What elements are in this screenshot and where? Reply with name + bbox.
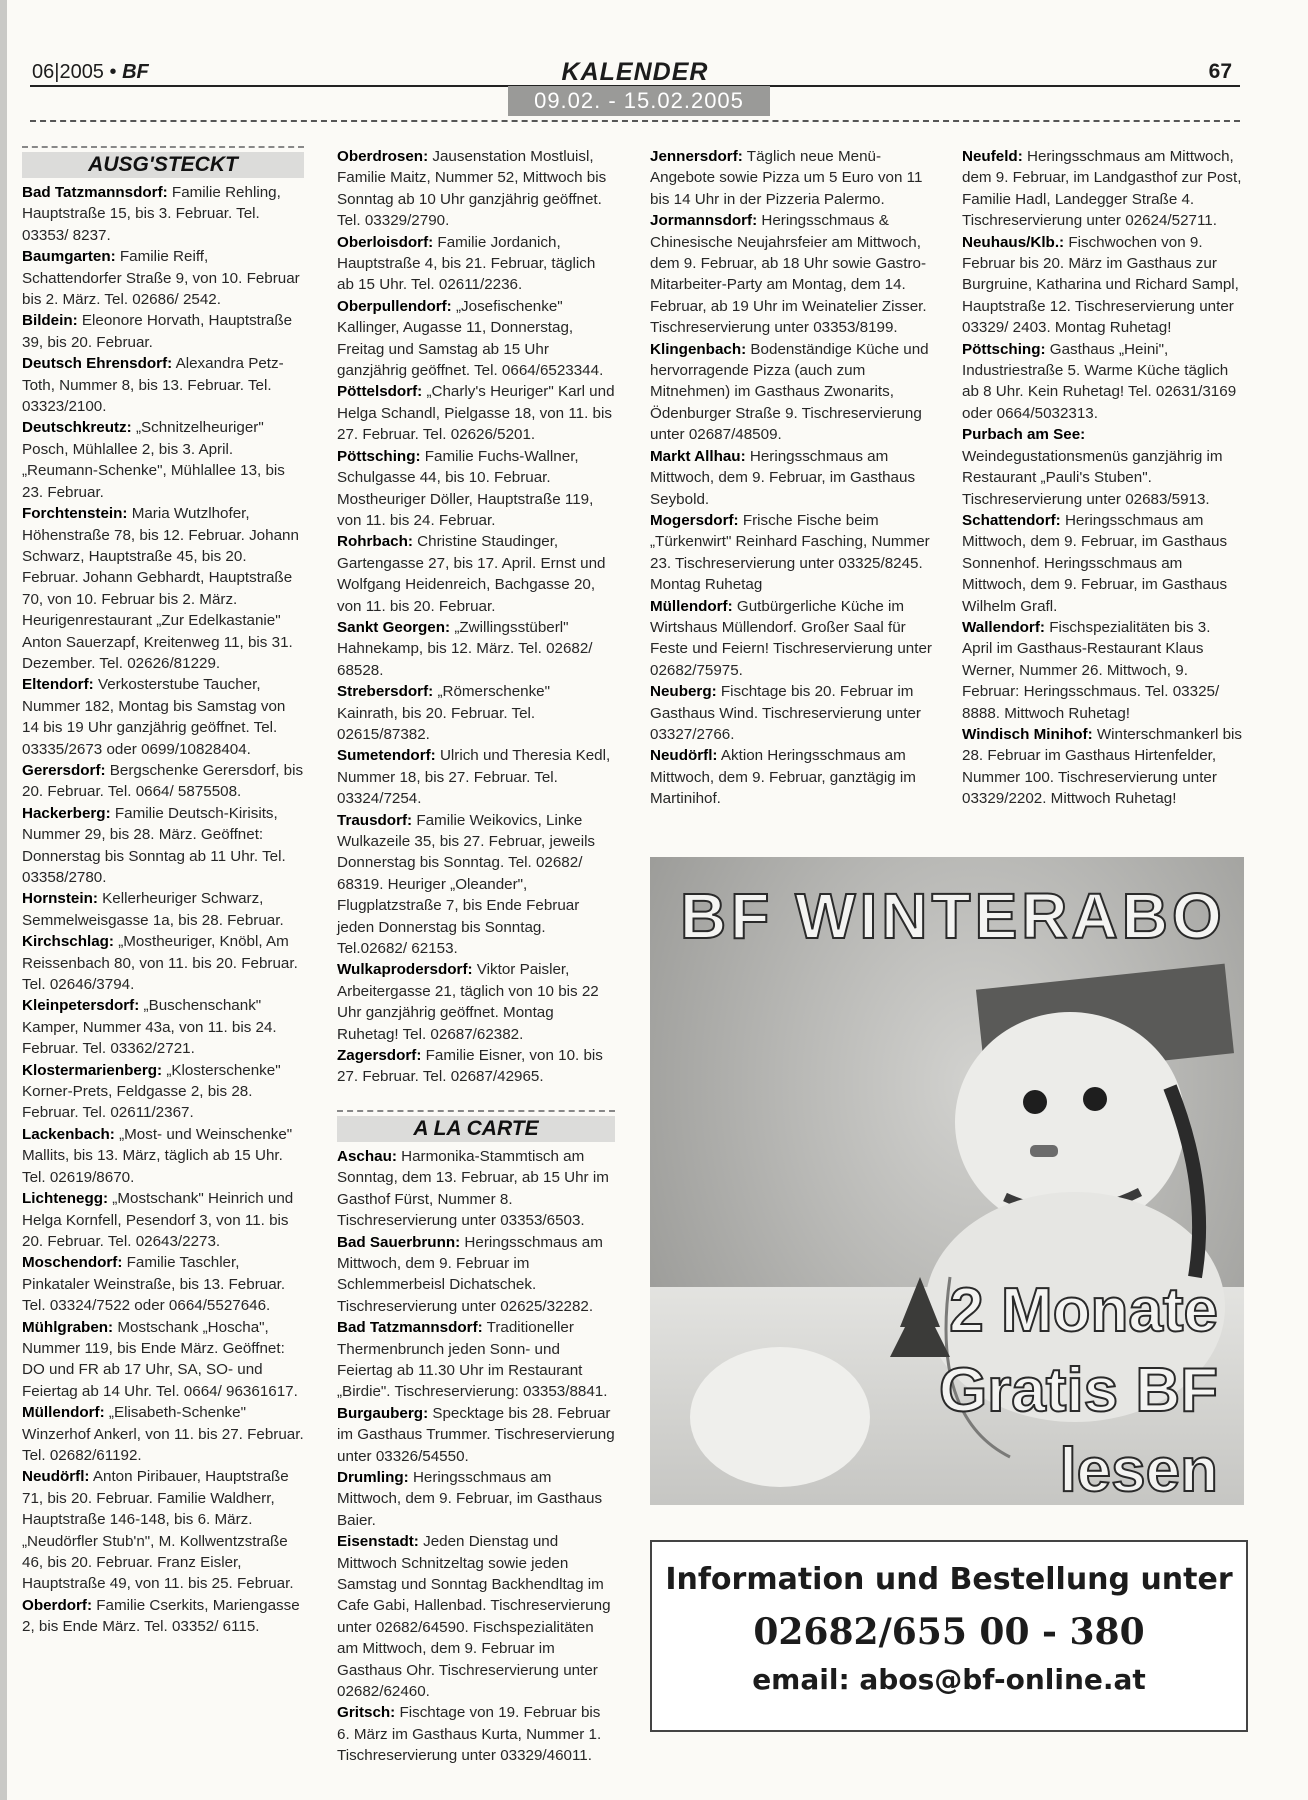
entry-text: Weindegustationsmenüs ganzjährig im Restaurant „Pauli's Stuben". Tischreservierung unter 02683/5913. bbox=[962, 447, 1223, 508]
entry-text: Jausenstation Mostluisl, Familie Maitz, Nummer 52, Mittwoch bis Sonntag ab 10 Uhr ganzjährig geöffnet. Tel. 03329/2790. bbox=[337, 148, 607, 230]
entry-text: Anton Piribauer, Hauptstraße 71, bis 20. Februar. Familie Waldherr, Hauptstraße 146-148, bis 6. März. „Neudörfler Stub'n", M. Kollwentzstraße 46, bis 20. Februar. Franz Eisler, Hauptstraße 49, von 11. bis 25. Februar. bbox=[22, 1468, 294, 1593]
entry-place: Wulkaprodersdorf: bbox=[337, 961, 473, 979]
entry-text: Christine Staudinger, Gartengasse 27, bis 17. April. Ernst und Wolfgang Heidenreich, Bachgasse 20, von 11. bis 20. Februar. bbox=[337, 533, 606, 615]
entry bbox=[650, 210, 932, 338]
entry-place: Jennersdorf: bbox=[650, 148, 743, 165]
entry bbox=[22, 760, 304, 803]
entry-text: „Most- und Weinschenke" Mallits, bis 13. März, täglich ab 15 Uhr. Tel. 02619/8670. bbox=[22, 1125, 293, 1186]
entry bbox=[22, 246, 304, 310]
entry-text: „Mostschank" Heinrich und Helga Kornfell, Pesendorf 3, von 11. bis 20. Februar. Tel. 02643/2273. bbox=[22, 1190, 294, 1250]
entry bbox=[962, 339, 1244, 425]
entry-place: Rohrbach: bbox=[337, 533, 413, 551]
entry bbox=[22, 1402, 304, 1466]
entry-text: Familie Jordanich, Hauptstraße 4, bis 21. Februar, täglich ab 15 Uhr. Tel. 02611/2236. bbox=[337, 233, 596, 294]
entry-place: Sumetendorf: bbox=[337, 747, 436, 765]
section-title: AUSG'STECKT bbox=[22, 152, 304, 178]
page-title: KALENDER bbox=[561, 58, 709, 86]
entry bbox=[337, 296, 615, 382]
entry-place: Gritsch: bbox=[337, 1704, 396, 1722]
entry bbox=[650, 596, 932, 682]
entry-text: Heringsschmaus am Mittwoch, dem 9. Februar, im Landgasthof zur Post, Familie Hadl, Landegger Straße 4. Tischreservierung unter 02624/52711. bbox=[962, 148, 1242, 230]
entry-place: Eltendorf: bbox=[22, 676, 94, 694]
entry-text: Familie Taschler, Pinkataler Weinstraße, bis 13. Februar. Tel. 03324/7522 oder 0664/5527646. bbox=[22, 1254, 286, 1315]
entry-place: Neuhaus/Klb.: bbox=[962, 233, 1065, 251]
entry bbox=[337, 745, 615, 809]
entry-text: Maria Wutzlhofer, Höhenstraße 78, bis 12. Februar. Johann Schwarz, Hauptstraße 45, bis 20. Februar. Johann Gebhardt, Hauptstraße 70, von 10. Februar bis 2. März. Heurigenrestaurant „Zur Edelkastanie" Anton Sauerzapf, Kreitenweg 11, bis 31. Dezember. Tel. 02626/81229. bbox=[22, 505, 299, 672]
entry-list bbox=[337, 146, 615, 1088]
order-phone[interactable]: 02682/655 00 - 380 bbox=[753, 1611, 1145, 1653]
entry-place: Bildein: bbox=[22, 312, 78, 330]
entry-text: Jeden Dienstag und Mittwoch Schnitzeltag sowie jeden Samstag und Sonntag Backhendltag im Cafe Gabi, Hallenbad. Tischreservierung unter 02682/64590. Fischspezialitäten am Mittwoch, dem 9. Februar im Gasthaus Ohr. Tischreservierung unter 02682/62460. bbox=[337, 1533, 611, 1701]
entry-place: Schattendorf: bbox=[962, 511, 1061, 529]
entry bbox=[962, 232, 1244, 339]
entry-text: Fischtage bis 20. Februar im Gasthaus Wind. Tischreservierung unter 03327/2766. bbox=[650, 683, 921, 743]
section-header bbox=[337, 1110, 615, 1142]
entry-text: Gasthaus „Heini", Industriestraße 5. Warme Küche täglich ab 8 Uhr. Kein Ruhetag! Tel. 02631/3169 oder 0664/5032313. bbox=[962, 340, 1237, 422]
entry bbox=[337, 1045, 615, 1088]
entry-place: Strebersdorf: bbox=[337, 683, 434, 701]
entry-list bbox=[650, 146, 932, 810]
entry bbox=[337, 1531, 615, 1702]
entry-place: Burgauberg: bbox=[337, 1404, 429, 1422]
entry-place: Sankt Georgen: bbox=[337, 618, 451, 636]
entry-place: Klostermarienberg: bbox=[22, 1061, 163, 1079]
ad-line-1: 2 Monate bbox=[949, 1276, 1218, 1345]
entry-text: Frische Fische beim „Türkenwirt" Reinhard Fasching, Nummer 23. Tischreservierung unter 03325/8245. Montag Ruhetag bbox=[650, 511, 930, 594]
entry-place: Neudörfl: bbox=[22, 1468, 90, 1486]
entry-place: Windisch Minihof: bbox=[962, 725, 1093, 743]
entry bbox=[337, 681, 615, 745]
entry bbox=[22, 995, 304, 1059]
entry-place: Wallendorf: bbox=[962, 618, 1045, 636]
entry-place: Mogersdorf: bbox=[650, 511, 739, 529]
entry bbox=[337, 1146, 615, 1232]
entry bbox=[337, 617, 615, 681]
page-number: 67 bbox=[1208, 60, 1232, 83]
order-info-box bbox=[650, 1540, 1248, 1732]
entry bbox=[962, 617, 1244, 724]
entry-place: Markt Allhau: bbox=[650, 447, 746, 465]
entry-text: Heringsschmaus am Mittwoch, dem 9. Februar, im Gasthaus Baier. bbox=[337, 1468, 603, 1529]
column-4 bbox=[962, 146, 1244, 810]
entry-place: Trausdorf: bbox=[337, 811, 413, 829]
entry-text: Heringsschmaus am Mittwoch, dem 9. Februar, im Gasthaus Seybold. bbox=[650, 447, 916, 508]
entry-place: Pöttsching: bbox=[962, 340, 1046, 358]
entry bbox=[22, 1466, 304, 1594]
entry bbox=[22, 931, 304, 995]
entry-place: Hornstein: bbox=[22, 890, 98, 908]
entry bbox=[22, 503, 304, 674]
entry-text: Heringsschmaus am Mittwoch, dem 9. Februar, im Gasthaus Sonnenhof. Heringsschmaus am Mittwoch, dem 9. Februar, im Gasthaus Wilhelm Grafl. bbox=[962, 511, 1228, 615]
entry-place: Klingenbach: bbox=[650, 340, 747, 358]
entry-list bbox=[22, 182, 304, 1638]
entry-text: Fischwochen von 9. Februar bis 20. März im Gasthaus zur Burgruine, Katharina und Richard Sampl, Hauptstraße 12. Tischreservierung unter 03329/ 2403. Montag Ruhetag! bbox=[962, 233, 1239, 337]
entry-text: Familie Eisner, von 10. bis 27. Februar. Tel. 02687/42965. bbox=[337, 1047, 603, 1086]
entry-place: Deutsch Ehrensdorf: bbox=[22, 355, 173, 373]
entry-place: Hackerberg: bbox=[22, 804, 111, 822]
entry bbox=[22, 803, 304, 889]
entry-text: Verkosterstube Taucher, Nummer 182, Montag bis Samstag von 14 bis 19 Uhr ganzjährig geöffnet. Tel. 03335/2673 oder 0699/10828404. bbox=[22, 676, 286, 758]
entry bbox=[337, 381, 615, 445]
entry bbox=[337, 1317, 615, 1403]
entry-text: „Charly's Heuriger" Karl und Helga Schandl, Pielgasse 18, von 11. bis 27. Februar. Tel. 02626/5201. bbox=[337, 383, 615, 444]
entry bbox=[337, 1403, 615, 1467]
entry bbox=[962, 724, 1244, 810]
entry-text: Ulrich und Theresia Kedl, Nummer 18, bis 27. Februar. Tel. 03324/7254. bbox=[337, 747, 611, 808]
column-2 bbox=[337, 146, 615, 1767]
entry-place: Moschendorf: bbox=[22, 1254, 123, 1272]
entry-text: Familie Fuchs-Wallner, Schulgasse 44, bis 10. Februar. Mostheuriger Döller, Hauptstraße 119, von 11. bis 24. Februar. bbox=[337, 447, 594, 529]
entry-text: Familie Deutsch-Kirisits, Nummer 29, bis 28. März. Geöffnet: Donnerstag bis Sonntag ab 11 Uhr. Tel. 03358/2780. bbox=[22, 804, 286, 886]
entry bbox=[650, 339, 932, 446]
entry bbox=[337, 446, 615, 532]
entry bbox=[22, 310, 304, 353]
entry-place: Baumgarten: bbox=[22, 248, 116, 266]
entry-place: Drumling: bbox=[337, 1468, 409, 1486]
entry bbox=[650, 446, 932, 510]
entry-place: Aschau: bbox=[337, 1147, 397, 1165]
entry-place: Oberpullendorf: bbox=[337, 297, 452, 315]
entry-place: Oberloisdorf: bbox=[337, 233, 434, 251]
page-header bbox=[30, 58, 1240, 86]
entry-place: Lichtenegg: bbox=[22, 1190, 109, 1208]
entry-place: Pöttsching: bbox=[337, 447, 421, 465]
entry-text: Heringsschmaus & Chinesische Neujahrsfeier am Mittwoch, dem 9. Februar, ab 18 Uhr sowie Gastro-Mitarbeiter-Party am Montag, dem 14. Februar, ab 19 Uhr im Weinatelier Zisser. Tischreservierung unter 03353/8199. bbox=[650, 212, 927, 337]
entry-text: Familie Weikovics, Linke Wulkazeile 35, bis 27. Februar, jeweils Donnerstag bis Sonntag. Tel. 02682/ 68319. Heuriger „Oleander", Flugplatzstraße 7, bis Ende Februar jeden Donnerstag bis Sonntag. Tel.02682/ 62153. bbox=[337, 811, 596, 958]
entry-place: Gerersdorf: bbox=[22, 761, 106, 779]
entry bbox=[650, 146, 932, 210]
entry-text: Alexandra Petz-Toth, Nummer 8, bis 13. Februar. Tel. 03323/2100. bbox=[22, 355, 284, 416]
entry-text: Heringsschmaus am Mittwoch, dem 9. Februar im Schlemmerbeisl Dichatschek. Tischreservierung unter 02625/32282. bbox=[337, 1233, 603, 1315]
entry bbox=[337, 146, 615, 232]
entry bbox=[22, 888, 304, 931]
entry-text: Familie Reiff, Schattendorfer Straße 9, von 10. Februar bis 2. März. Tel. 02686/ 2542. bbox=[22, 248, 300, 309]
entry bbox=[22, 1060, 304, 1124]
entry-text: „Zwillingsstüberl" Hahnekamp, bis 12. März. Tel. 02682/ 68528. bbox=[337, 618, 593, 679]
entry bbox=[22, 417, 304, 503]
entry-text: Fischspezialitäten bis 3. April im Gasthaus-Restaurant Klaus Werner, Nummer 26. Mittwoch, 9. Februar: Heringsschmaus. Tel. 03325/ 8888. Mittwoch Ruhetag! bbox=[962, 618, 1220, 722]
date-range: 09.02. - 15.02.2005 bbox=[508, 86, 770, 116]
entry-text: Specktage bis 28. Februar im Gasthaus Trummer. Tischreservierung unter 03326/54550. bbox=[337, 1404, 615, 1465]
entry bbox=[650, 745, 932, 809]
entry bbox=[22, 1252, 304, 1316]
entry-text: „Mostheuriger, Knöbl, Am Reissenbach 80, von 11. bis 20. Februar. Tel. 02646/3794. bbox=[22, 933, 298, 994]
entry-place: Müllendorf: bbox=[22, 1404, 105, 1422]
order-info-heading: Information und Bestellung unter bbox=[665, 1562, 1233, 1597]
entry-text: „Klosterschenke" Korner-Prets, Feldgasse 2, bis 28. Februar. Tel. 02611/2367. bbox=[22, 1061, 281, 1122]
entry-text: Gutbürgerliche Küche im Wirtshaus Müllendorf. Großer Saal für Feste und Feiern! Tischreservierung unter 02682/75975. bbox=[650, 597, 932, 679]
entry-place: Oberdorf: bbox=[22, 1596, 93, 1614]
entry-list bbox=[962, 146, 1244, 810]
entry bbox=[22, 1124, 304, 1188]
entry-text: „Römerschenke" Kainrath, bis 20. Februar. Tel. 02615/87382. bbox=[337, 683, 551, 743]
entry bbox=[337, 1232, 615, 1318]
dashed-divider bbox=[30, 120, 1240, 122]
entry bbox=[337, 531, 615, 617]
entry bbox=[22, 182, 304, 246]
entry bbox=[962, 510, 1244, 617]
entry-place: Pöttelsdorf: bbox=[337, 383, 423, 401]
entry-text: Täglich neue Menü-Angebote sowie Pizza um 5 Euro von 11 bis 14 Uhr in der Pizzeria Palermo. bbox=[650, 148, 923, 208]
entry-text: Fischtage von 19. Februar bis 6. März im Gasthaus Kurta, Nummer 1. Tischreservierung unter 03329/46011. bbox=[337, 1704, 602, 1765]
entry bbox=[22, 1317, 304, 1403]
column-1 bbox=[22, 146, 304, 1638]
entry-place: Neufeld: bbox=[962, 148, 1023, 165]
entry bbox=[337, 810, 615, 960]
entry-text: Aktion Heringsschmaus am Mittwoch, dem 9. Februar, ganztägig im Martinihof. bbox=[650, 747, 916, 808]
order-email[interactable]: email: abos@bf-online.at bbox=[752, 1663, 1146, 1696]
entry-text: Winterschmankerl bis 28. Februar im Gasthaus Hirtenfelder, Nummer 100. Tischreservierung unter 03329/2202. Mittwoch Ruhetag! bbox=[962, 725, 1243, 808]
entry bbox=[650, 681, 932, 745]
entry-place: Lackenbach: bbox=[22, 1125, 115, 1143]
column-3 bbox=[650, 146, 932, 810]
entry-text: „Elisabeth-Schenke" Winzerhof Ankerl, von 11. bis 27. Februar. Tel. 02682/61192. bbox=[22, 1404, 304, 1464]
issue-label: 06|2005 • BF bbox=[32, 61, 149, 83]
entry bbox=[962, 424, 1244, 510]
entry-place: Mühlgraben: bbox=[22, 1318, 114, 1336]
entry-text: Traditioneller Thermenbrunch jeden Sonn- und Feiertag ab 11.30 Uhr im Restaurant „Birdie". Tischreservierung: 03353/8841. bbox=[337, 1319, 608, 1401]
entry bbox=[337, 232, 615, 296]
ad-line-3: lesen bbox=[1059, 1436, 1218, 1505]
entry-place: Zagersdorf: bbox=[337, 1047, 422, 1065]
section-header bbox=[22, 146, 304, 178]
winterabo-ad[interactable] bbox=[650, 857, 1244, 1505]
entry bbox=[22, 353, 304, 417]
ad-line-2: Gratis BF bbox=[938, 1356, 1218, 1425]
entry-place: Purbach am See: bbox=[962, 426, 1086, 444]
entry-place: Kleinpetersdorf: bbox=[22, 997, 140, 1015]
entry bbox=[337, 1702, 615, 1766]
scan-edge bbox=[0, 0, 7, 1800]
entry-text: Familie Rehling, Hauptstraße 15, bis 3. Februar. Tel. 03353/ 8237. bbox=[22, 184, 281, 244]
entry-text: Bergschenke Gerersdorf, bis 20. Februar. Tel. 0664/ 5875508. bbox=[22, 761, 304, 801]
entry-place: Jormannsdorf: bbox=[650, 212, 758, 230]
section-title: A LA CARTE bbox=[337, 1116, 615, 1142]
entry-place: Bad Tatzmannsdorf: bbox=[22, 184, 168, 201]
entry-place: Neuberg: bbox=[650, 683, 717, 701]
entry-text: „Buschenschank" Kamper, Nummer 43a, von 11. bis 24. Februar. Tel. 03362/2721. bbox=[22, 997, 277, 1058]
entry-text: Bodenständige Küche und hervorragende Pizza (auch zum Mitnehmen) im Gasthaus Zwonarits, Ödenburger Straße 9. Tischreservierung unter 02687/48509. bbox=[650, 340, 929, 444]
entry-text: „Josefischenke" Kallinger, Augasse 11, Donnerstag, Freitag und Samstag ab 15 Uhr ganzjährig geöffnet. Tel. 0664/6523344. bbox=[337, 297, 604, 380]
entry bbox=[650, 510, 932, 596]
entry-text: Kellerheuriger Schwarz, Semmelweisgasse 1a, bis 28. Februar. bbox=[22, 890, 284, 929]
entry-place: Bad Tatzmannsdorf: bbox=[337, 1319, 483, 1337]
entry-place: Forchtenstein: bbox=[22, 505, 128, 523]
entry bbox=[22, 1595, 304, 1638]
entry-place: Oberdrosen: bbox=[337, 148, 429, 165]
entry-text: Viktor Paisler, Arbeitergasse 21, täglich von 10 bis 22 Uhr ganzjährig geöffnet. Montag Ruhetag! Tel. 02687/62382. bbox=[337, 961, 599, 1043]
entry bbox=[22, 674, 304, 760]
issue-number: 06|2005 bbox=[32, 61, 104, 83]
entry-place: Eisenstadt: bbox=[337, 1533, 419, 1551]
entry bbox=[337, 1467, 615, 1531]
entry-place: Bad Sauerbrunn: bbox=[337, 1233, 461, 1251]
entry-place: Kirchschlag: bbox=[22, 933, 114, 951]
entry-list bbox=[337, 1146, 615, 1767]
entry-text: Familie Cserkits, Mariengasse 2, bis Ende März. Tel. 03352/ 6115. bbox=[22, 1596, 300, 1636]
entry bbox=[22, 1188, 304, 1252]
entry-place: Müllendorf: bbox=[650, 597, 733, 615]
entry bbox=[962, 146, 1244, 232]
brand-label: BF bbox=[122, 61, 149, 83]
entry-text: Eleonore Horvath, Hauptstraße 39, bis 20. Februar. bbox=[22, 312, 293, 351]
entry-place: Deutschkreutz: bbox=[22, 419, 132, 437]
entry-place: Neudörfl: bbox=[650, 747, 718, 765]
entry-text: Harmonika-Stammtisch am Sonntag, dem 13. Februar, ab 15 Uhr im Gasthof Fürst, Nummer 8. Tischreservierung unter 03353/6503. bbox=[337, 1147, 609, 1230]
ad-headline: BF WINTERABO bbox=[680, 880, 1226, 952]
entry-text: Mostschank „Hoscha", Nummer 119, bis Ende März. Geöffnet: DO und FR ab 17 Uhr, SA, SO- und Feiertag ab 14 Uhr. Tel. 0664/ 96361617. bbox=[22, 1318, 298, 1400]
entry-text: „Schnitzelheuriger" Posch, Mühlallee 2, bis 3. April. „Reumann-Schenke", Mühlallee 13, bis 23. Februar. bbox=[22, 419, 285, 501]
entry bbox=[337, 959, 615, 1045]
